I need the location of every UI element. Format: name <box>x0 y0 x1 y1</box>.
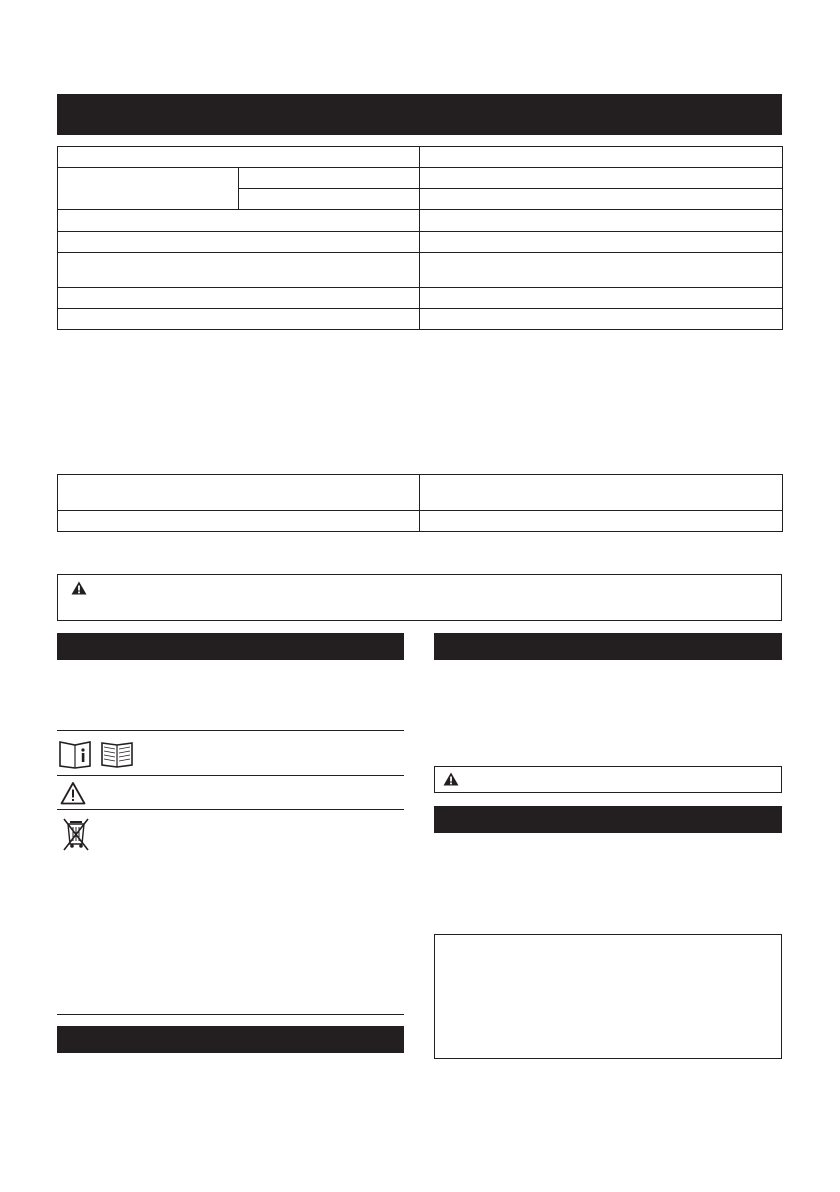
battery-value-cell <box>420 511 783 532</box>
spec-sublabel-cell <box>239 168 420 189</box>
symbols-section-header <box>57 633 404 660</box>
table-row <box>58 253 783 288</box>
note-box <box>434 934 782 1059</box>
warning-triangle-icon <box>443 772 459 786</box>
warning-triangle-icon <box>71 581 87 595</box>
spec-value-cell <box>420 189 783 210</box>
warning-note-box <box>434 766 782 793</box>
specifications-header-bar <box>57 94 782 135</box>
spec-label-cell <box>58 147 420 168</box>
spec-label-cell <box>58 210 420 232</box>
table-row <box>58 232 783 253</box>
spec-value-cell <box>420 309 783 330</box>
divider <box>57 1014 404 1015</box>
caution-triangle-icon <box>60 781 86 805</box>
noise-section-header <box>434 633 782 660</box>
vibration-section-header <box>434 806 782 833</box>
crossed-out-wheelie-bin-icon <box>62 816 90 852</box>
spec-value-cell <box>420 253 783 288</box>
spec-label-cell <box>58 309 420 330</box>
battery-label-cell <box>58 475 420 511</box>
table-row <box>58 147 783 168</box>
specifications-table <box>57 146 783 330</box>
divider <box>57 775 404 776</box>
spec-label-cell <box>58 168 239 210</box>
battery-table <box>57 474 783 532</box>
warning-box <box>57 574 782 621</box>
table-row <box>58 511 783 532</box>
battery-label-cell <box>58 511 420 532</box>
divider <box>57 730 404 731</box>
spec-value-cell <box>420 210 783 232</box>
table-row <box>58 475 783 511</box>
spec-label-cell <box>58 232 420 253</box>
spec-value-cell <box>420 168 783 189</box>
spec-value-cell <box>420 288 783 309</box>
read-manual-icon <box>58 739 142 769</box>
table-row <box>58 168 783 189</box>
battery-value-cell <box>420 475 783 511</box>
table-row <box>58 288 783 309</box>
table-row <box>58 210 783 232</box>
divider <box>57 809 404 810</box>
spec-label-cell <box>58 288 420 309</box>
spec-value-cell <box>420 147 783 168</box>
spec-label-cell <box>58 253 420 288</box>
intended-use-section-header <box>57 1026 404 1053</box>
spec-sublabel-cell <box>239 189 420 210</box>
table-row <box>58 309 783 330</box>
spec-value-cell <box>420 232 783 253</box>
